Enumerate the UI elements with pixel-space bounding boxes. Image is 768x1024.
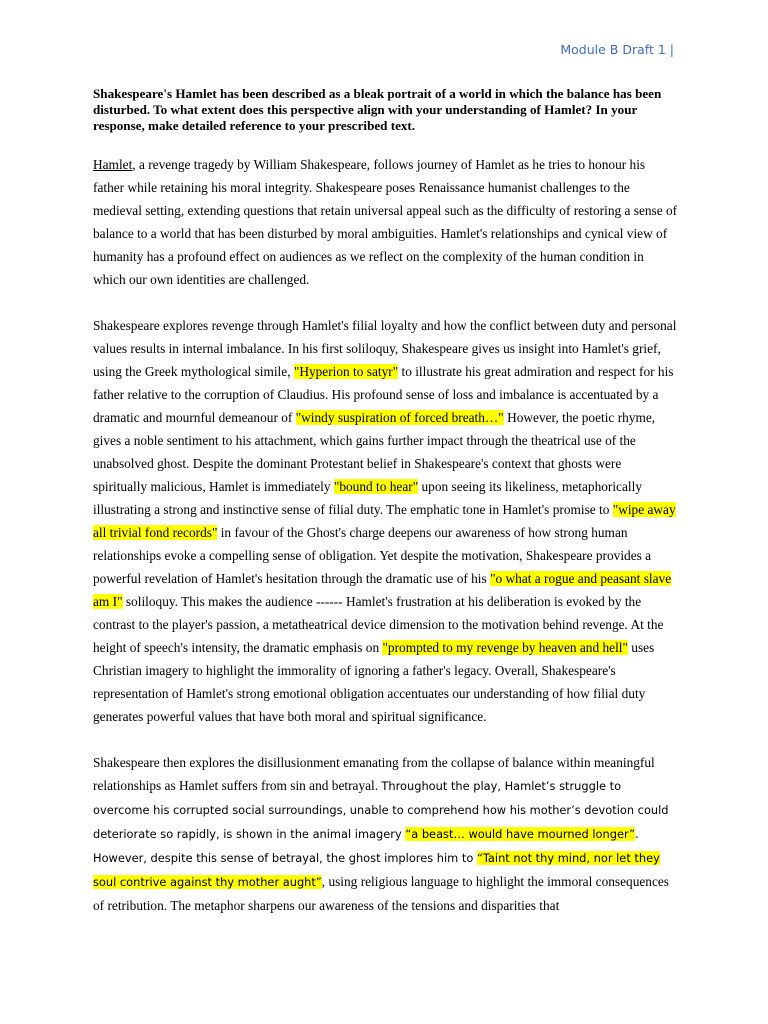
paragraph-revenge (93, 314, 678, 728)
paragraph-disillusionment (93, 751, 678, 917)
text-segment: , using religious language to highlight the immoral consequences of retribution. The metaphor sharpens our awareness of the tensions and disparities that (93, 874, 670, 913)
page-header (560, 42, 674, 57)
text-segment: upon seeing its likeliness, metaphorically illustrating a strong and instinctive sense of filial duty. The emphatic tone in Hamlet's promise to (93, 479, 642, 517)
highlighted-quote: “a beast… would have mourned longer” (405, 827, 636, 841)
text-segment: , a revenge tragedy by William Shakespeare, follows journey of Hamlet as he tries to honour his father while retaining his moral integrity. Shakespeare poses Renaissance humanist challenges to the medieval setting, extending questions that retain universal appeal such as the difficulty of restoring a sense of balance to a world that has been disturbed by moral ambiguities. Hamlet's relationships and cynical view of humanity has a profound effect on audiences as we reflect on the complexity of the human condition in which our own identities are challenged. (93, 157, 678, 287)
essay-body (93, 153, 678, 940)
text-segment: Shakespeare then explores the disillusionment emanating from the collapse of balance within meaningful relationships as Hamlet suffers from sin and betrayal. (93, 755, 655, 793)
text-segment: However, the poetic rhyme, gives a noble sentiment to his attachment, which gains further impact through the theatrical use of the unabsolved ghost. Despite the dominant Protestant belief in Shakespeare's context that ghosts were spiritually malicious, Hamlet is immediately (93, 410, 656, 494)
text-segment: uses Christian imagery to highlight the immorality of ignoring a father's legacy. Overall, Shakespeare's representation of Hamlet's strong emotional obligation accentuates our understanding of how filial duty generates powerful values that have both moral and spiritual significance. (93, 640, 655, 724)
text-segment: . However, despite this sense of betrayal, the ghost implores him to (93, 827, 639, 865)
highlighted-quote: “Taint not thy mind, nor let they soul contrive against thy mother aught” (93, 851, 660, 889)
highlighted-quote: "prompted to my revenge by heaven and hell" (382, 640, 628, 655)
paragraph-intro (93, 153, 678, 291)
header-label: Module B Draft 1 (560, 42, 666, 57)
highlighted-quote: "bound to hear" (333, 479, 419, 494)
text-segment: Shakespeare explores revenge through Hamlet's filial loyalty and how the conflict between duty and personal values results in internal imbalance. In his first soliloquy, Shakespeare gives us insight into Hamlet's grief, using the Greek mythological simile, (93, 318, 677, 379)
text-segment: Throughout the play, Hamlet’s struggle to overcome his corrupted social surroundings, unable to comprehend how his mother’s devotion could deteriorate so rapidly, is shown in the animal imagery (93, 779, 669, 841)
essay-question: Shakespeare's Hamlet has been described as a bleak portrait of a world in which the balance has been disturbed. To what extent does this perspective align with your understanding of Hamlet? In your response, make detailed reference to your prescribed text. (93, 86, 662, 133)
text-segment: soliloquy. This makes the audience ------ Hamlet's frustration at his deliberation is evoked by the contrast to the player's passion, a metatheatrical device dimension to the motivation behind revenge. At the height of speech's intensity, the dramatic emphasis on (93, 594, 664, 655)
highlighted-quote: "o what a rogue and peasant slave am I" (93, 571, 672, 609)
header-separator: | (669, 42, 674, 57)
underlined-title: Hamlet (93, 157, 133, 172)
text-segment: to illustrate his great admiration and respect for his father relative to the corruption of Claudius. His profound sense of loss and imbalance is accentuated by a dramatic and mournful demeanour of (93, 364, 674, 425)
highlighted-quote: "Hyperion to satyr" (293, 364, 399, 379)
text-segment: in favour of the Ghost's charge deepens our awareness of how strong human relationships evoke a compelling sense of obligation. Yet despite the motivation, Shakespeare provides a powerful revelation of Hamlet's hesitation through the dramatic use of his (93, 525, 652, 586)
highlighted-quote: "windy suspiration of forced breath…" (295, 410, 504, 425)
highlighted-quote: "wipe away all trivial fond records" (93, 502, 676, 540)
